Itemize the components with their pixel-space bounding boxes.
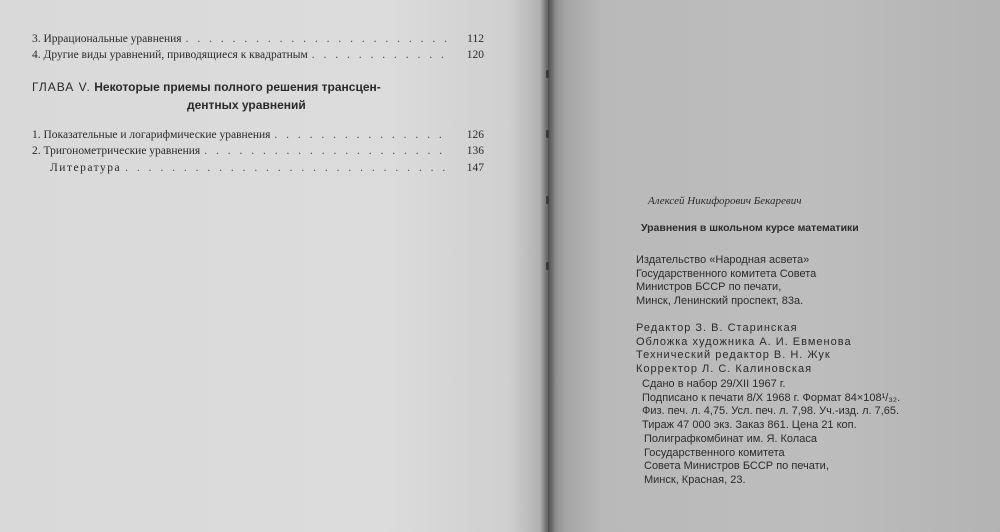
credit-line: Обложка художника А. И. Евменова bbox=[636, 335, 852, 348]
toc-leader-dots bbox=[186, 32, 450, 46]
toc-page-number: 126 bbox=[466, 129, 484, 141]
print-data-line: Тираж 47 000 экз. Заказ 861. Цена 21 коп. bbox=[642, 418, 857, 431]
author-name: Алексей Никифорович Бекаревич bbox=[648, 195, 802, 207]
binding-stitch bbox=[546, 196, 549, 204]
toc-entry bbox=[32, 128, 484, 142]
toc-entry-label: Литература bbox=[50, 162, 122, 174]
toc-entry bbox=[50, 161, 484, 175]
book-title: Уравнения в школьном курсе математики bbox=[641, 222, 859, 234]
toc-entry bbox=[32, 144, 484, 158]
toc-page-number: 112 bbox=[467, 33, 484, 45]
print-data-line: Сдано в набор 29/XII 1967 г. bbox=[642, 378, 786, 390]
toc-entry bbox=[32, 48, 484, 62]
publisher-line: Государственного комитета Совета bbox=[636, 267, 817, 280]
chapter-title-line2: дентных уравнений bbox=[187, 98, 306, 112]
toc-entry-label: 4. Другие виды уравнений, приводящиеся к квадратным bbox=[32, 49, 308, 61]
binding-stitch bbox=[546, 262, 549, 270]
print-data-line: Подписано к печати 8/X 1968 г. Формат 84×108¹/₃₂. bbox=[642, 391, 901, 404]
toc-page-number: 120 bbox=[466, 49, 484, 61]
publisher-line: Минск, Ленинский проспект, 83а. bbox=[636, 294, 804, 307]
printer-line: Государственного комитета bbox=[644, 446, 785, 459]
print-data-line: Физ. печ. л. 4,75. Усл. печ. л. 7,98. Уч.-изд. л. 7,65. bbox=[642, 405, 900, 417]
toc-leader-dots bbox=[274, 128, 450, 142]
toc-leader-dots bbox=[312, 48, 450, 62]
publisher-block bbox=[636, 254, 816, 308]
credit-line: Корректор Л. С. Калиновская bbox=[636, 362, 813, 375]
toc-page-number: 147 bbox=[466, 162, 484, 174]
printer-line: Совета Министров БССР по печати, bbox=[644, 460, 829, 472]
credits-block bbox=[636, 322, 852, 376]
credit-line: Редактор З. В. Старинская bbox=[636, 322, 798, 334]
chapter-title-line1: Некоторые приемы полного решения трансцен- bbox=[94, 80, 381, 94]
toc-entry bbox=[32, 32, 484, 46]
chapter-heading bbox=[32, 78, 472, 114]
print-data-block bbox=[642, 378, 900, 432]
printer-line: Минск, Красная, 23. bbox=[644, 473, 746, 486]
toc-leader-dots bbox=[125, 161, 450, 175]
toc-entry-label: 2. Тригонометрические уравнения bbox=[32, 145, 201, 157]
toc-entry-label: 1. Показательные и логарифмические уравнения bbox=[32, 129, 271, 141]
credit-line: Технический редактор В. Н. Жук bbox=[636, 349, 831, 361]
right-page bbox=[548, 0, 1000, 532]
toc-leader-dots bbox=[204, 144, 450, 158]
publisher-line: Издательство «Народная асвета» bbox=[636, 254, 810, 266]
chapter-number: ГЛАВА V. bbox=[32, 80, 91, 94]
printer-line: Полиграфкомбинат им. Я. Коласа bbox=[644, 433, 817, 445]
binding-stitch bbox=[546, 70, 549, 78]
toc-entry-label: 3. Иррациональные уравнения bbox=[32, 33, 182, 45]
printer-block bbox=[644, 433, 829, 487]
binding-stitch bbox=[546, 130, 549, 138]
toc-page-number: 136 bbox=[466, 145, 484, 157]
publisher-line: Министров БССР по печати, bbox=[636, 281, 782, 293]
